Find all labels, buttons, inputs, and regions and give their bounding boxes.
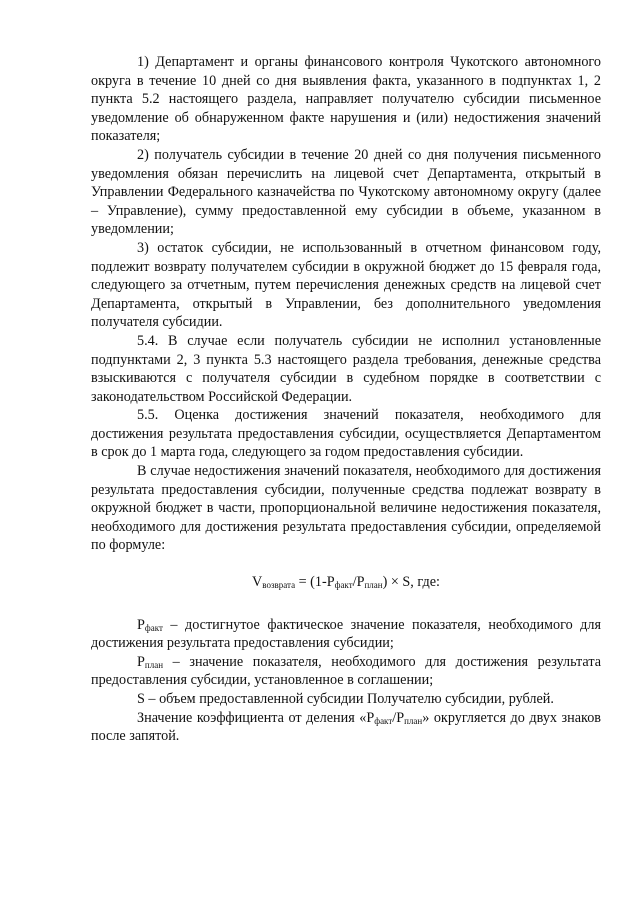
paragraph-5-5: 5.5. Оценка достижения значений показателя, необходимого для достижения результата предоставления субсидии, осуществляется Департаментом в срок до 1 марта года, следующего за годом предоставления субсидии.	[91, 407, 601, 461]
definition-p-plan-symbol: P	[137, 653, 145, 670]
definition-p-plan	[91, 653, 601, 690]
definition-p-fact-text: – достигнутое фактическое значение показателя, необходимого для достижения результата предоставления субсидии;	[91, 616, 601, 652]
document-page	[91, 53, 601, 746]
paragraph-refund-transfer: 2) получатель субсидии в течение 20 дней со дня получения письменного уведомления обязан перечислить на лицевой счет Департамента, открытый в Управлении Федерального казначейства по Чукотскому автономному округу (далее – Управление), сумму предоставленной ему субсидии в объеме, указанном в уведомлении;	[91, 146, 601, 238]
definition-p-plan-text: – значение показателя, необходимого для достижения результата предоставления субсидии, установленное в соглашении;	[91, 653, 601, 689]
rounding-note-plan-subscript: план	[404, 715, 423, 726]
definition-s: S – объем предоставленной субсидии Получателю субсидии, рублей.	[137, 691, 554, 707]
definition-p-fact	[91, 616, 601, 653]
formula-tail: ) × S, где:	[382, 574, 440, 591]
formula-plan-subscript: план	[364, 580, 383, 591]
paragraph-unused-balance: 3) остаток субсидии, не использованный в отчетном финансовом году, подлежит возврату получателем субсидии в окружной бюджет до 15 февраля года, следующего за отчетным, путем перечисления денежных средств на лицевой счет Департамента, открытый в Управлении, без дополнительного уведомления получателя субсидии.	[91, 239, 601, 331]
rounding-note	[91, 709, 601, 746]
refund-formula	[91, 573, 601, 592]
definition-p-fact-subscript: факт	[144, 622, 163, 633]
paragraph-non-achievement: В случае недостижения значений показателя, необходимого для достижения результата предоставления субсидии, полученные средства подлежат возврату в окружной бюджет в части, пропорциональной величине недостижения показателя, необходимого для достижения результата предоставления субсидии, определяемой по формуле:	[91, 463, 601, 554]
paragraph-5-4: 5.4. В случае если получатель субсидии не исполнил установленные подпунктами 2, 3 пункта 5.3 настоящего раздела требования, денежные средства взыскиваются с получателя субсидии в судебном порядке в соответствии с законодательством Российской Федерации.	[91, 332, 601, 405]
paragraph-notification: 1) Департамент и органы финансового контроля Чукотского автономного округа в течение 10 дней со дня выявления факта, указанного в подпунктах 1, 2 пункта 5.2 настоящего раздела, направляет получателю субсидии письменное уведомление об обнаруженном факте нарушения и (или) недостижения значений показателя;	[91, 54, 601, 145]
formula-slash: /P	[352, 574, 365, 591]
rounding-note-slash: /P	[392, 709, 405, 726]
definition-p-fact-symbol: P	[137, 616, 145, 633]
rounding-note-end: » округляется до двух знаков после запятой.	[91, 709, 601, 745]
formula-eq-open: = (1-P	[295, 574, 335, 591]
definition-p-plan-subscript: план	[144, 659, 164, 670]
rounding-note-fact-subscript: факт	[374, 715, 393, 726]
formula-v: V	[252, 574, 263, 591]
rounding-note-start: Значение коэффициента от деления «P	[137, 709, 375, 726]
formula-fact-subscript: факт	[334, 580, 353, 591]
formula-v-subscript: возврата	[262, 580, 296, 591]
